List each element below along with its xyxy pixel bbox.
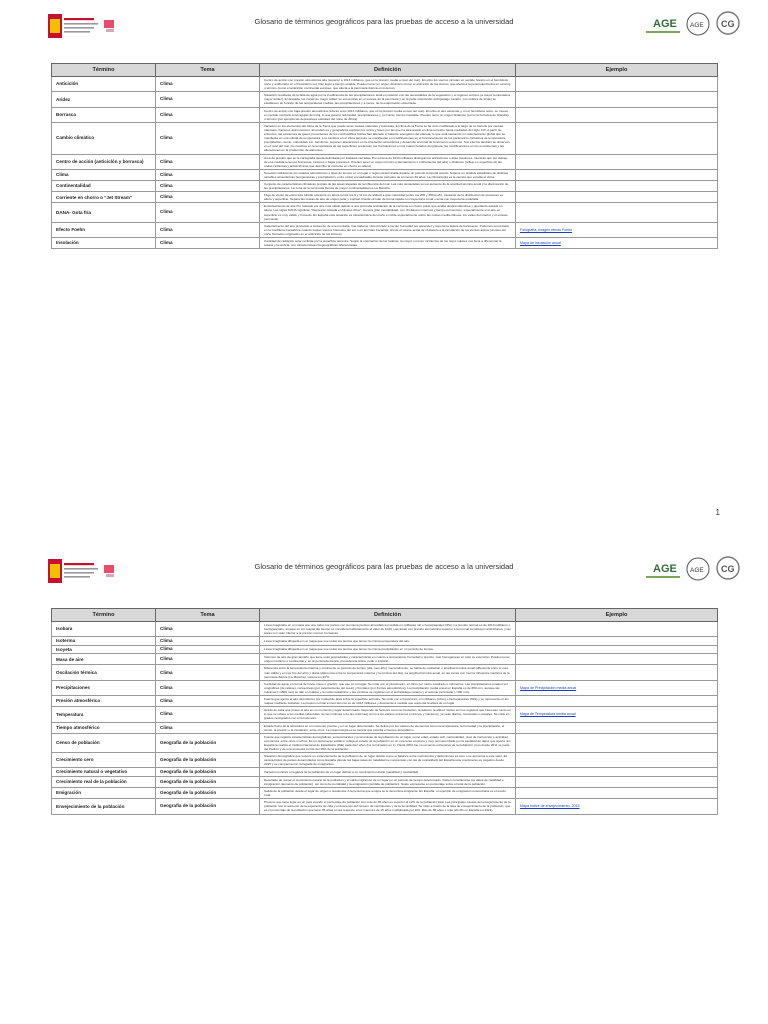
term-cell: Clima <box>52 169 156 180</box>
example-cell <box>516 203 718 222</box>
column-header-ejemplo: Ejemplo <box>516 64 718 77</box>
table-row <box>52 799 718 814</box>
svg-text:AGE: AGE <box>690 22 704 29</box>
glossary-body <box>52 77 718 249</box>
column-header-term: Término <box>52 64 156 77</box>
table-row <box>52 222 718 237</box>
table-row <box>52 637 718 646</box>
tema-cell: Clima <box>156 222 260 237</box>
tema-cell: Clima <box>156 107 260 122</box>
tema-cell: Geografía de la población <box>156 733 260 752</box>
table-row <box>52 654 718 665</box>
term-cell: DANA- Gota fría <box>52 203 156 222</box>
definition-cell: Cantidad de agua, en forma de lluvia, nieve o granizo, que cae en un lugar. Se mide con el pluviómetro, en litros por metro cuadrado o milímetros. Las precipitaciones pueden ser orográficas (de relieve), convectivas (por calentamiento del suelo) y frontales (por frentes atmosféricos). La precipitación media anual en España es de 650 mm, aunque las máximas (>1800 mm) se dan en Galicia y la costa cantábrica, y las mínimas se registran en el archipiélago canario y el sureste peninsular (<300 mm). <box>260 680 516 695</box>
example-cell <box>516 637 718 646</box>
definition-cell: Cantidad de radiación solar recibida por la superficie terrestre. Según la orientación de las laderas, la mayor o menor incidencia de los rayos solares nos lleva a diferenciar la solana y la umbría, con características biogeográficas diferenciadas. <box>260 238 516 249</box>
definition-cell: Grado de calor que posee el aire en un momento y lugar determinado. Depende de factores como la insolación, la latitud o la altitud. Varios son los registros que interesan, tanto en lo que se refiere a los medias (absolutas, de las mínimas o de las máximas) como a los valores extremos (mínimos y máximos), ya sean diarios, mensuales o anuales. Se mide en grados centígrados con el termómetro. <box>260 707 516 722</box>
definition-cell: Flujo de viento de estructura tubular existente en altura (entre los 9 y 11 km de altitud) a gran velocidad (entre los 200 y 300 km/h), causante de la distribución de presiones en altura y superficie. Separa las masas de aire de origen polar y tropical. Puede circular de forma rápida con trayectoria zonal o lenta con trayectoria ondulada. <box>260 192 516 203</box>
example-cell <box>516 180 718 191</box>
tema-cell: Clima <box>156 77 260 92</box>
definition-cell: Centro de acción con baja presión atmosférica (inferior a los 1013 milibares, que es la presión media a nivel del mar). En ellos el aire asciende y, en el hemisferio norte, se mueve en sentido contrario a las agujas del reloj, lo que genera nubosidad, precipitaciones y, por tanto, tiempo inestable. Pueden tener un origen dinámico (como la borrasca de Islandia) o térmico (por ejemplo las depresiones estivales del norte de África). <box>260 107 516 122</box>
example-cell <box>516 733 718 752</box>
table-row <box>52 107 718 122</box>
term-cell: Crecimiento natural o vegetativo <box>52 768 156 777</box>
definition-cell: Diferencia entre la temperatura máxima y mínima de un periodo de tiempo (día, mes año). Generalmente, se habla de oscilación o amplitud térmica anual (diferencia entre el mes más cálido y el mes frío del año) y diaria (diferencia entre la temperatura máxima y la mínima del día). La amplitud térmica anual, en las zonas con menos influencia marítima de la península ibérica (La Mancha), supera los 20ºC. <box>260 665 516 680</box>
tema-cell: Clima <box>156 622 260 637</box>
definition-cell: Área de presión que en la cartografía queda delimitada por isobaras cerradas. Por encima de 1013 milibares distinguimos anticiclones o altas presiones, mientras que por debajo de esa medida tenemos borrascas, ciclones o bajas presiones. Pueden tener un origen térmico (calentamiento o enfriamiento del aire) o dinámico (reflejo en superficie de las ondas ciclónicas y anticiclónicas que describe la corriente en chorro en altura). <box>260 154 516 169</box>
institution-logos <box>640 10 750 40</box>
example-cell[interactable]: Fotografía, imagen efecto Foehn <box>516 222 718 237</box>
definition-cell: Proceso que tiene lugar en un país cuando el porcentaje de población con más de 65 años es superior al 12% de la población total. Las principales causas del envejecimiento de la población son el aumento de la esperanza de vida y el descenso del número de nacimientos y de la fecundidad. Se mide a través de la tasa de envejecimiento de la población, que es el porcentaje de la población que tiene 65 años o más respecto a los menores de 15 años multiplicada por 100. Más de 65 años o más (20,4% en España en 2021). <box>260 799 516 814</box>
table-header-row <box>52 609 718 622</box>
term-cell: Envejecimiento de la población <box>52 799 156 814</box>
term-cell: Corriente en chorro o "Jet Stream" <box>52 192 156 203</box>
term-cell: Cambio climático <box>52 122 156 154</box>
definition-cell: Salida de la población desde el lugar de origen o residencia. A la persona que emigra se le denomina emigrante. En España, un ejemplo de emigración rural-urbana es el éxodo rural. <box>260 788 516 799</box>
table-row <box>52 122 718 154</box>
term-cell: Anticiclón <box>52 77 156 92</box>
term-cell: Aridez <box>52 92 156 107</box>
definition-cell: Línea imaginaria dibujada en un mapa que une todos los puntos que tienen la misma precipitación en un periodo de tiempo. <box>260 645 516 654</box>
svg-text:AGE: AGE <box>690 567 704 574</box>
example-cell <box>516 696 718 707</box>
definition-cell: Línea imaginaria dibujada en un mapa que une todos los puntos que tienen la misma temperatura del aire. <box>260 637 516 646</box>
svg-text:CG: CG <box>721 19 735 29</box>
tema-cell: Clima <box>156 122 260 154</box>
example-cell <box>516 192 718 203</box>
definition-cell: Situación resultante de la falta de agua por la insuficiencia de las precipitaciones. Está en relación con las necesidades de la vegetación y el régimen térmico (a mayor temperatura, mayor aridez). En España, las zonas de mayor aridez se encuentran en el sureste de la península y en la parte oriental del archipiélago canario. Los índices de aridez se establecen en función de las temperaturas medias, las precipitaciones y a veces, de la evaporación observada. <box>260 92 516 107</box>
term-cell: Crecimiento cero <box>52 753 156 768</box>
definition-cell: Variación en los elementos del clima de la Tierra que puede tener causas naturales y humanas. El clima de la Tierra se ha visto modificado a lo largo de su historia por causas naturales. Factores astronómicos, atmosféricos y geográficos explican los ciclos y fases por las que ha atravesado el clima terrestre hasta mediados del siglo XIX. A partir de entonces, las emisiones de gases procedentes de los combustibles fósiles han alterado el balance energético del planeta, lo que está causando un calentamiento global que se manifiesta en una subida de temperatura. Los cambios en el clima terrestre se manifiestan en modificaciones en el funcionamiento de los parámetros climáticos de temperatura, precipitación, viento, nubosidad, etc. Asimismo, suponen alteraciones en la circulación atmosférica y desarrollo anormal de fenómenos extremos. Sus efectos también se observan en el nivel del mar, los cambios en la temperatura de las superficies oceánicas, las fluctuaciones en los mares helados del planeta, las modificaciones en los ecosistemas y las alteraciones en la producción de alimentos. <box>260 122 516 154</box>
column-header-tema: Tema <box>156 609 260 622</box>
tema-cell: Clima <box>156 203 260 222</box>
tema-cell: Geografía de la población <box>156 753 260 768</box>
term-cell: Efecto Foehn <box>52 222 156 237</box>
table-row <box>52 753 718 768</box>
example-cell <box>516 645 718 654</box>
example-cell <box>516 107 718 122</box>
example-cell <box>516 92 718 107</box>
table-row <box>52 707 718 722</box>
term-cell: Temperatura <box>52 707 156 722</box>
table-row <box>52 696 718 707</box>
example-cell <box>516 665 718 680</box>
example-cell <box>516 122 718 154</box>
glossary-body <box>52 622 718 815</box>
definition-cell: Resultado de sumar el crecimiento natural de la población y el saldo migratorio de un lugar en un periodo de tiempo determinado. Deben considerarse los datos de natalidad e inmigración (aumento de población), así como la mortalidad y la emigración (pérdida de población). Suele expresarse en porcentaje sobre el total de la población. <box>260 776 516 787</box>
tema-cell: Clima <box>156 180 260 191</box>
column-header-definicion: Definición <box>260 64 516 77</box>
column-header-definicion: Definición <box>260 609 516 622</box>
term-cell: Censo de población <box>52 733 156 752</box>
tema-cell: Clima <box>156 654 260 665</box>
example-cell <box>516 169 718 180</box>
term-cell: Insolación <box>52 238 156 249</box>
age-logo: AGE <box>653 563 677 575</box>
definition-cell: Estado físico de la atmósfera en un momento preciso y en un lugar determinado. Se define por los valores de elementos como la temperatura, la humedad y la precipitación, el viento, la presión o la insolación, entre otros. La meteorología es la ciencia que estudia el tiempo atmosférico. <box>260 722 516 733</box>
column-header-term: Término <box>52 609 156 622</box>
definition-cell: Fuerza que ejerce el aire atmosférico por unidad de área sobre la superficie terrestre. Se mide con el barómetro, en milibares (mbar) o hectopascales (hPa) y se representa en los mapas mediante isobaras. La presión normal a nivel del mar es de 1013 milibares y desciende a medida que aumenta la altura de un lugar. <box>260 696 516 707</box>
term-cell: Isoyeta <box>52 645 156 654</box>
page-header <box>0 545 768 595</box>
definition-cell: Variación positiva o negativa de la población de un lugar debido a su movimiento natural (natalidad y mortalidad). <box>260 768 516 777</box>
page-number: 1 <box>715 508 720 517</box>
tema-cell: Clima <box>156 92 260 107</box>
page-2 <box>0 545 768 1024</box>
table-row <box>52 733 718 752</box>
table-row <box>52 154 718 169</box>
definition-cell: Centro de acción con presión atmosférica alta (superior a 1013 milibares, que es la presión media a nivel del mar). En ellos los vientos circulan en sentido horario en el hemisferio norte y antihorario en el hemisferio sur. Dan lugar a tiempo estable. Pueden tener un origen dinámico (como el anticiclón de las Azores, que afecta a la península ibérica en verano) o térmico (como el anticiclón continental europeo, que afecta a la península ibérica en invierno). <box>260 77 516 92</box>
table-row <box>52 768 718 777</box>
definition-cell: Conjunto de características climáticas propias de las áreas alejadas de la influencia del mar. Las más destacadas son el aumento de la amplitud térmica anual y la disminución de las precipitaciones. La zona de la península ibérica de mayor continentalidad es La Mancha. <box>260 180 516 191</box>
table-row <box>52 238 718 249</box>
example-cell[interactable]: Mapa de insolación anual <box>516 238 718 249</box>
column-header-tema: Tema <box>156 64 260 77</box>
tema-cell: Clima <box>156 722 260 733</box>
table-row <box>52 77 718 92</box>
term-cell: Oscilación térmica <box>52 665 156 680</box>
page-header <box>0 0 768 50</box>
example-cell[interactable]: Mapa de Precipitación media anual <box>516 680 718 695</box>
table-header-row <box>52 64 718 77</box>
document-title: Glosario de términos geográficos para las pruebas de acceso a la universidad <box>254 562 514 571</box>
table-row <box>52 680 718 695</box>
tema-cell: Clima <box>156 154 260 169</box>
table-row <box>52 92 718 107</box>
term-cell: Tiempo atmosférico <box>52 722 156 733</box>
term-cell: Continentalidad <box>52 180 156 191</box>
example-cell <box>516 77 718 92</box>
example-cell <box>516 753 718 768</box>
institution-logos <box>640 555 750 585</box>
table-row <box>52 788 718 799</box>
definition-cell: Volumen de aire de gran tamaño que tiene unas propiedades y características en cuanto a temperatura, humedad o presión, casi homogéneas en todo su extensión. Pueden tener origen marítimo o continental y, en la península ibérica, procedencia ártica, polar o tropical. <box>260 654 516 665</box>
document-title: Glosario de términos geográficos para las pruebas de acceso a la universidad <box>254 17 514 26</box>
example-cell <box>516 776 718 787</box>
tema-cell: Clima <box>156 665 260 680</box>
definition-cell: Fuente que registra características demográficas, socioculturales y económicas de la población de un lugar, como edad, estado civil, nacionalidad, nivel de instrucción o actividad económica, entre otros muchos. Es un documento estático: refleja el estado de la población en un momento concreto y muy pormenorizado por la cantidad de datos que aporta. En España la realiza el Instituto Nacional de Estadística (INE) cada diez años (los terminados en 1). Hasta 2001 fue un recuento exhaustivo de la población, pero desde 2011 se parte del Padrón y de una encuesta a más del 10% de la población. <box>260 733 516 752</box>
tema-cell: Clima <box>156 645 260 654</box>
example-cell[interactable]: Mapa de Temperatura media anual <box>516 707 718 722</box>
term-cell: Precipitaciones <box>52 680 156 695</box>
table-row <box>52 622 718 637</box>
definition-cell: Línea imaginaria en un mapa que une todos los puntos con la misma presión atmosférica (medida en milibares mb o hectopascales hPa). La presión normal es de 1013 milibares o hectopascales, aunque en los mapas del tiempo se considera habitualmente el valor de 1016. Las áreas con presión atmosférica superior a la normal constituyen anticiclones, y las áreas con valor inferior a la presión normal, borrascas. <box>260 622 516 637</box>
table-row <box>52 665 718 680</box>
glossary-table <box>51 63 718 249</box>
table-row <box>52 180 718 191</box>
tema-cell: Clima <box>156 680 260 695</box>
table-row <box>52 722 718 733</box>
term-cell: Crecimiento real de la población <box>52 776 156 787</box>
age-logo: AGE <box>653 18 677 30</box>
tema-cell: Geografía de la población <box>156 768 260 777</box>
example-cell <box>516 788 718 799</box>
column-header-ejemplo: Ejemplo <box>516 609 718 622</box>
term-cell: Isobara <box>52 622 156 637</box>
example-cell[interactable]: Mapa índice de envejecimiento. 2015 <box>516 799 718 814</box>
term-cell: Borrasca <box>52 107 156 122</box>
example-cell <box>516 654 718 665</box>
term-cell: Presión atmosférica <box>52 696 156 707</box>
example-cell <box>516 154 718 169</box>
tema-cell: Geografía de la población <box>156 788 260 799</box>
table-row <box>52 169 718 180</box>
svg-text:CG: CG <box>721 564 735 574</box>
term-cell: Isoterma <box>52 637 156 646</box>
tema-cell: Geografía de la población <box>156 776 260 787</box>
example-cell <box>516 622 718 637</box>
table-row <box>52 776 718 787</box>
definition-cell: Embolsamiento de aire frío rodeado por aire más cálido debido a una profunda ondulación de la corriente en chorro polar, que acaba desprendiéndose y quedando aislado en altura. Las siglas DANA significan "Depresión Aislada en Niveles Altos". Genera gran inestabilidad, con chubascos intensos y tiempo tormentoso, especialmente si el aire en superficie es muy cálido y húmedo. En España esta situación es característica del otoño e incide especialmente sobre las costas mediterráneas, los valles del interior y el sureste peninsular. <box>260 203 516 222</box>
definition-cell: Situación demográfica que supone un estancamiento de la población de un lugar debido a que el balance entre nacimientos y defunciones es cero o se aproxima a este valor. Es característico de países desarrollados como España (donde las bajas tasas de natalidad se compensan con las de mortalidad). En España este crecimiento es negativo desde 2015 y se compensa con la llegada de inmigrantes. <box>260 753 516 768</box>
tema-cell: Clima <box>156 192 260 203</box>
tema-cell: Clima <box>156 238 260 249</box>
example-cell <box>516 768 718 777</box>
table-row <box>52 192 718 203</box>
example-cell <box>516 722 718 733</box>
table-row <box>52 645 718 654</box>
tema-cell: Clima <box>156 637 260 646</box>
term-cell: Centro de acción (anticiclón y borrasca) <box>52 154 156 169</box>
glossary-table <box>51 608 718 815</box>
tema-cell: Clima <box>156 707 260 722</box>
tema-cell: Geografía de la población <box>156 799 260 814</box>
tema-cell: Clima <box>156 169 260 180</box>
table-row <box>52 203 718 222</box>
tema-cell: Clima <box>156 696 260 707</box>
definition-cell: Sucesión habitual de los estados atmosféricos o tipos de tiempo en un lugar o región determinada durante un periodo temporal amplio. Supone un análisis estadístico de distintas variables atmosféricas (temperaturas y precipitación, entre otras) encuadradas durante periodos de al menos 30 años. La climatología es la ciencia que estudia el clima. <box>260 169 516 180</box>
term-cell: Emigración <box>52 788 156 799</box>
definition-cell: Calentamiento del aire producido a sotavento de una montaña, tras haberse visto forzado a perder humedad por ascender y superar la ladera de barlovento. Podemos encontrarlo en la Cordillera Cantábrica cuando soplan vientos húmedos del sur o en las Islas Canarias, donde el relieve actúa de obstáculo a la circulación de los vientos alisios (vientos del norte húmedos originados en el anticiclón de las Azores). <box>260 222 516 237</box>
term-cell: Masa de aire <box>52 654 156 665</box>
